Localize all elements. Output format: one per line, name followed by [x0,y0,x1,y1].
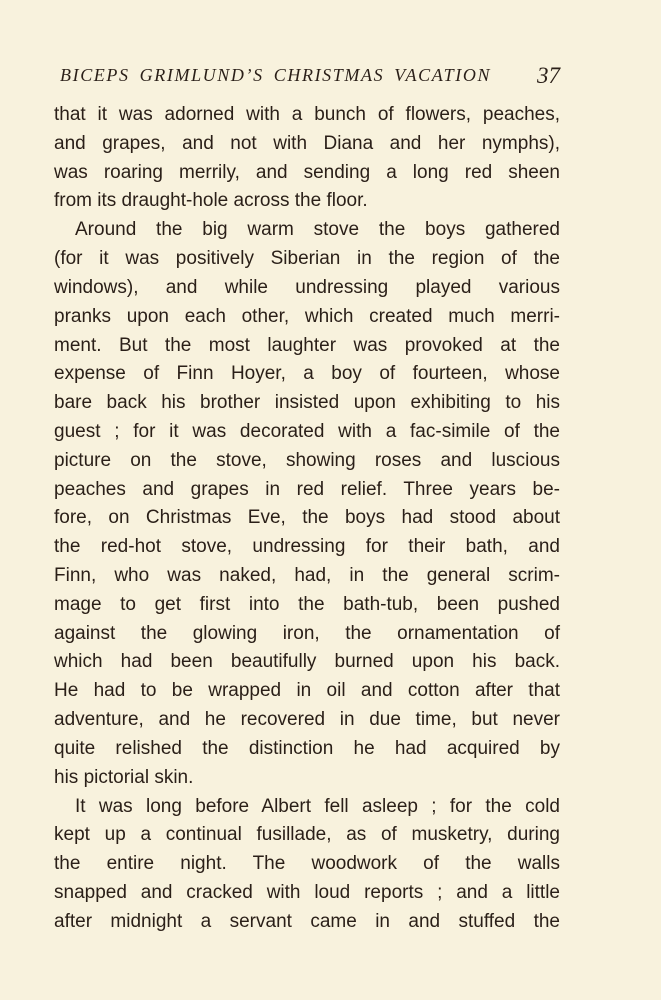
text-line-8: pranks upon each other, which created much merri- [54,305,560,327]
text-line-20: which had been beautifully burned upon his back. [54,651,560,673]
text-line-26: kept up a continual fusillade, as of musketry, during [54,824,560,846]
text-line-15: fore, on Christmas Eve, the boys had stood about [54,507,560,529]
text-line-1: that it was adorned with a bunch of flowers, peaches, [54,104,560,125]
running-head [60,63,560,89]
text-line-5: Around the big warm stove the boys gathered [75,219,560,241]
text-line-9: ment. But the most laughter was provoked at the [54,334,560,356]
text-line-28: snapped and cracked with loud reports ; and a little [54,881,560,903]
page-number: 37 [537,63,560,88]
text-line-25: It was long before Albert fell asleep ; for the cold [75,795,560,817]
running-title: BICEPS GRIMLUND’S CHRISTMAS VACATION [60,65,492,85]
text-line-3: was roaring merrily, and sending a long red sheen [54,161,560,183]
text-line-11: bare back his brother insisted upon exhibiting to his [54,392,560,414]
text-line-17: Finn, who was naked, had, in the general scrim- [54,565,560,586]
text-line-23: quite relished the distinction he had acquired by [54,737,560,759]
text-line-6: (for it was positively Siberian in the region of the [54,248,560,270]
text-line-12: guest ; for it was decorated with a fac-simile of the [54,420,560,442]
text-line-7: windows), and while undressing played various [54,276,560,298]
text-line-16: the red-hot stove, undressing for their bath, and [54,536,560,558]
text-line-29: after midnight a servant came in and stuffed the [54,910,560,932]
text-line-2: and grapes, and not with Diana and her nymphs), [54,132,560,154]
body-text [54,101,560,937]
text-line-21: He had to be wrapped in oil and cotton after that [54,680,560,702]
text-line-24: his pictorial skin. [54,766,194,788]
text-line-19: against the glowing iron, the ornamentation of [54,622,560,644]
text-line-13: picture on the stove, showing roses and luscious [54,449,560,471]
text-line-22: adventure, and he recovered in due time, but never [54,709,560,731]
text-line-4: from its draught-hole across the floor. [54,190,368,212]
text-line-14: peaches and grapes in red relief. Three years be- [54,478,560,500]
text-line-18: mage to get first into the bath-tub, been pushed [54,593,560,615]
text-line-10: expense of Finn Hoyer, a boy of fourteen, whose [54,363,560,385]
text-line-27: the entire night. The woodwork of the walls [54,853,560,875]
